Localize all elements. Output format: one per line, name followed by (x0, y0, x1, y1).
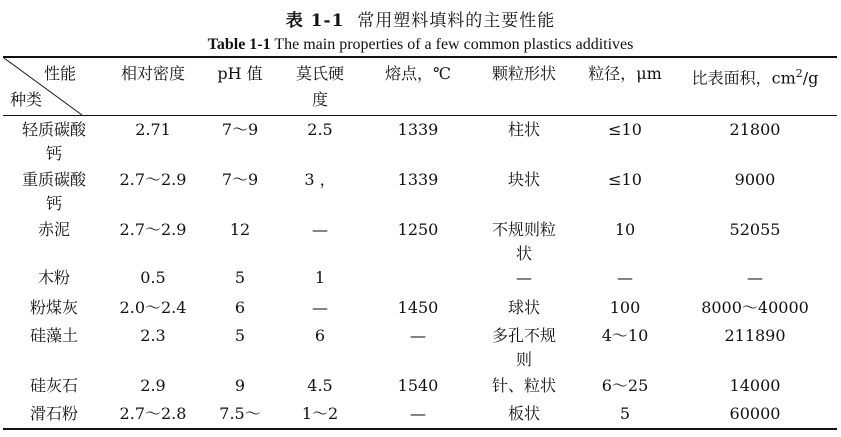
cell-name1: 轻质碳酸 (21, 120, 86, 139)
cell-ph: 5 (234, 326, 246, 345)
top-rule (3, 56, 837, 58)
table-number-en: Table 1-1 (207, 36, 271, 53)
cell-shape1: 球状 (507, 298, 540, 317)
cell-name1: 硅灰石 (29, 376, 78, 395)
cell-ph: 5 (234, 268, 246, 287)
cell-density: 0.5 (140, 268, 166, 287)
cell-hardness: 3 ， (304, 170, 336, 189)
cell-size: 5 (619, 404, 631, 423)
cell-size: 6～25 (601, 376, 649, 395)
cell-name2: 钙 (45, 144, 62, 163)
cell-melting: 1339 (397, 170, 439, 189)
cell-shape1: 针、粒状 (491, 376, 556, 395)
cell-density: 2.9 (140, 376, 166, 395)
cell-hardness: — (312, 298, 328, 317)
header-rule (3, 115, 837, 116)
cell-name1: 木粉 (37, 268, 70, 287)
cell-hardness: 4.5 (307, 376, 333, 395)
cell-area: — (747, 268, 763, 287)
header-corner-type: 种类 (10, 90, 43, 109)
cell-hardness: 2.5 (307, 120, 333, 139)
cell-density: 2.71 (135, 120, 171, 139)
cell-area: 8000～40000 (701, 298, 809, 317)
cell-density: 2.7～2.9 (119, 170, 187, 189)
cell-hardness: 1～2 (301, 404, 339, 423)
header-hardness: 莫氏硬 (295, 64, 344, 83)
cell-size: — (617, 268, 633, 287)
cell-shape1: 柱状 (507, 120, 540, 139)
cell-shape1: — (516, 268, 532, 287)
cell-name1: 硅藻土 (29, 326, 78, 345)
cell-melting: 1339 (397, 120, 439, 139)
cell-density: 2.0～2.4 (119, 298, 187, 317)
cell-area: 14000 (729, 376, 781, 395)
table-title-en (0, 36, 841, 54)
cell-name2: 钙 (45, 194, 62, 213)
cell-density: 2.7～2.9 (119, 220, 187, 239)
cell-size: ≤10 (608, 120, 642, 139)
cell-name1: 粉煤灰 (29, 298, 78, 317)
cell-density: 2.3 (140, 326, 166, 345)
cell-ph: 7～9 (221, 170, 259, 189)
cell-area: 211890 (724, 326, 786, 345)
cell-name1: 滑石粉 (29, 404, 78, 423)
cell-density: 2.7～2.8 (119, 404, 187, 423)
cell-name1: 赤泥 (37, 220, 70, 239)
cell-hardness: — (312, 220, 328, 239)
cell-size: 100 (609, 298, 641, 317)
cell-size: 10 (614, 220, 636, 239)
table-title-cn (0, 6, 841, 31)
cell-shape2: 状 (515, 244, 532, 263)
cell-melting: 1250 (397, 220, 439, 239)
cell-ph: 12 (229, 220, 251, 239)
cell-area: 9000 (734, 170, 776, 189)
cell-size: ≤10 (608, 170, 642, 189)
cell-ph: 7.5～ (219, 404, 261, 423)
cell-ph: 6 (234, 298, 246, 317)
header-hardness-cont: 度 (311, 90, 328, 109)
table-caption-en: The main properties of a few common plastics additives (274, 36, 634, 53)
cell-shape1: 块状 (507, 170, 540, 189)
cell-ph: 7～9 (221, 120, 259, 139)
cell-size: 4～10 (601, 326, 649, 345)
header-specific-surface-area: 比表面积，$cm^2/g$ (691, 67, 819, 88)
cell-melting: 1540 (397, 376, 439, 395)
header-ph: pH 值 (217, 64, 263, 83)
bottom-rule (3, 428, 837, 430)
cell-melting: — (410, 404, 426, 423)
table-number-cn: 表 1-1 (285, 11, 345, 31)
cell-melting: — (410, 326, 426, 345)
cell-ph: 9 (234, 376, 246, 395)
cell-hardness: 1 (314, 268, 326, 287)
table-caption-cn: 常用塑料填料的主要性能 (357, 11, 556, 31)
cell-name1: 重质碳酸 (21, 170, 86, 189)
cell-shape1: 板状 (507, 404, 540, 423)
cell-area: 60000 (729, 404, 781, 423)
cell-shape2: 则 (515, 350, 532, 369)
header-melting-point: 熔点，℃ (385, 64, 451, 83)
cell-area: 52055 (729, 220, 781, 239)
header-particle-size: 粒径，μm (588, 64, 662, 83)
cell-shape1: 多孔不规 (491, 326, 556, 345)
header-particle-shape: 颗粒形状 (491, 64, 556, 83)
cell-melting: 1450 (397, 298, 439, 317)
header-corner-property: 性能 (44, 64, 77, 83)
cell-hardness: 6 (314, 326, 326, 345)
cell-area: 21800 (729, 120, 781, 139)
header-density: 相对密度 (120, 64, 185, 83)
cell-shape1: 不规则粒 (491, 220, 556, 239)
